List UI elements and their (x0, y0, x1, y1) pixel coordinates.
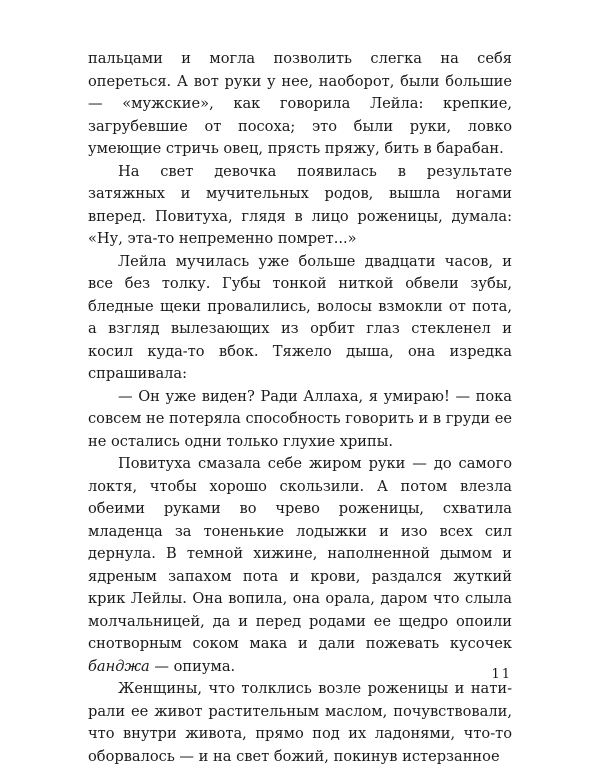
paragraph-5-text-end: — опиума. (149, 657, 236, 675)
paragraph-2: На свет девочка появилась в результате затяжных и мучительных родов, вышла ногами вперед. Повитуха, глядя в лицо роженицы, думала: «Ну, эта-то непременно помрет...» (88, 162, 512, 247)
body-text (88, 48, 512, 768)
paragraph-5 (88, 453, 512, 678)
page-number: 11 (491, 667, 512, 682)
paragraph-6: Женщины, что толклись возле роженицы и натирали ее живот растительным маслом, почувствовали, что внутри живота, прямо под их ладонями, что-то оборвалось — и на свет божий, покинув истерзанное (88, 680, 512, 765)
paragraph-3: Лейла мучилась уже больше двадцати часов, и все без толку. Губы тонкой ниткой обвели зубы, бледные щеки провалились, волосы взмокли от пота, а взгляд вылезающих из орбит глаз стекленел и косил куда-то вбок. Тяжело дыша, она изредка спрашивала: (88, 252, 512, 382)
paragraph-5-italic-word: банджа (88, 657, 150, 675)
paragraph-5-text: Повитуха смазала себе жиром руки — до самого локтя, чтобы хорошо скользили. А потом влезла обеими руками во чрево роженицы, схватила младенца за тоненькие лодыжки и изо всех сил дернула. В темной хижине, наполненной дымом и ядреным запахом пота и крови, раздался жуткий крик Лейлы. Она вопила, она орала, даром что слыла молчальницей, да и перед родами ее щедро опоили снотворным соком мака и дали пожевать кусочек (88, 455, 512, 652)
paragraph-4: — Он уже виден? Ради Аллаха, я умираю! — пока совсем не потеряла способность говорить и в груди ее не остались одни только глухие хрипы. (88, 387, 512, 450)
paragraph-1: пальцами и могла позволить слегка на себя опереться. А вот руки у нее, наоборот, были большие — «мужские», как говорила Лейла: крепкие, загрубевшие от посоха; это были руки, ловко умеющие стричь овец, прясть пряжу, бить в барабан. (88, 50, 512, 157)
